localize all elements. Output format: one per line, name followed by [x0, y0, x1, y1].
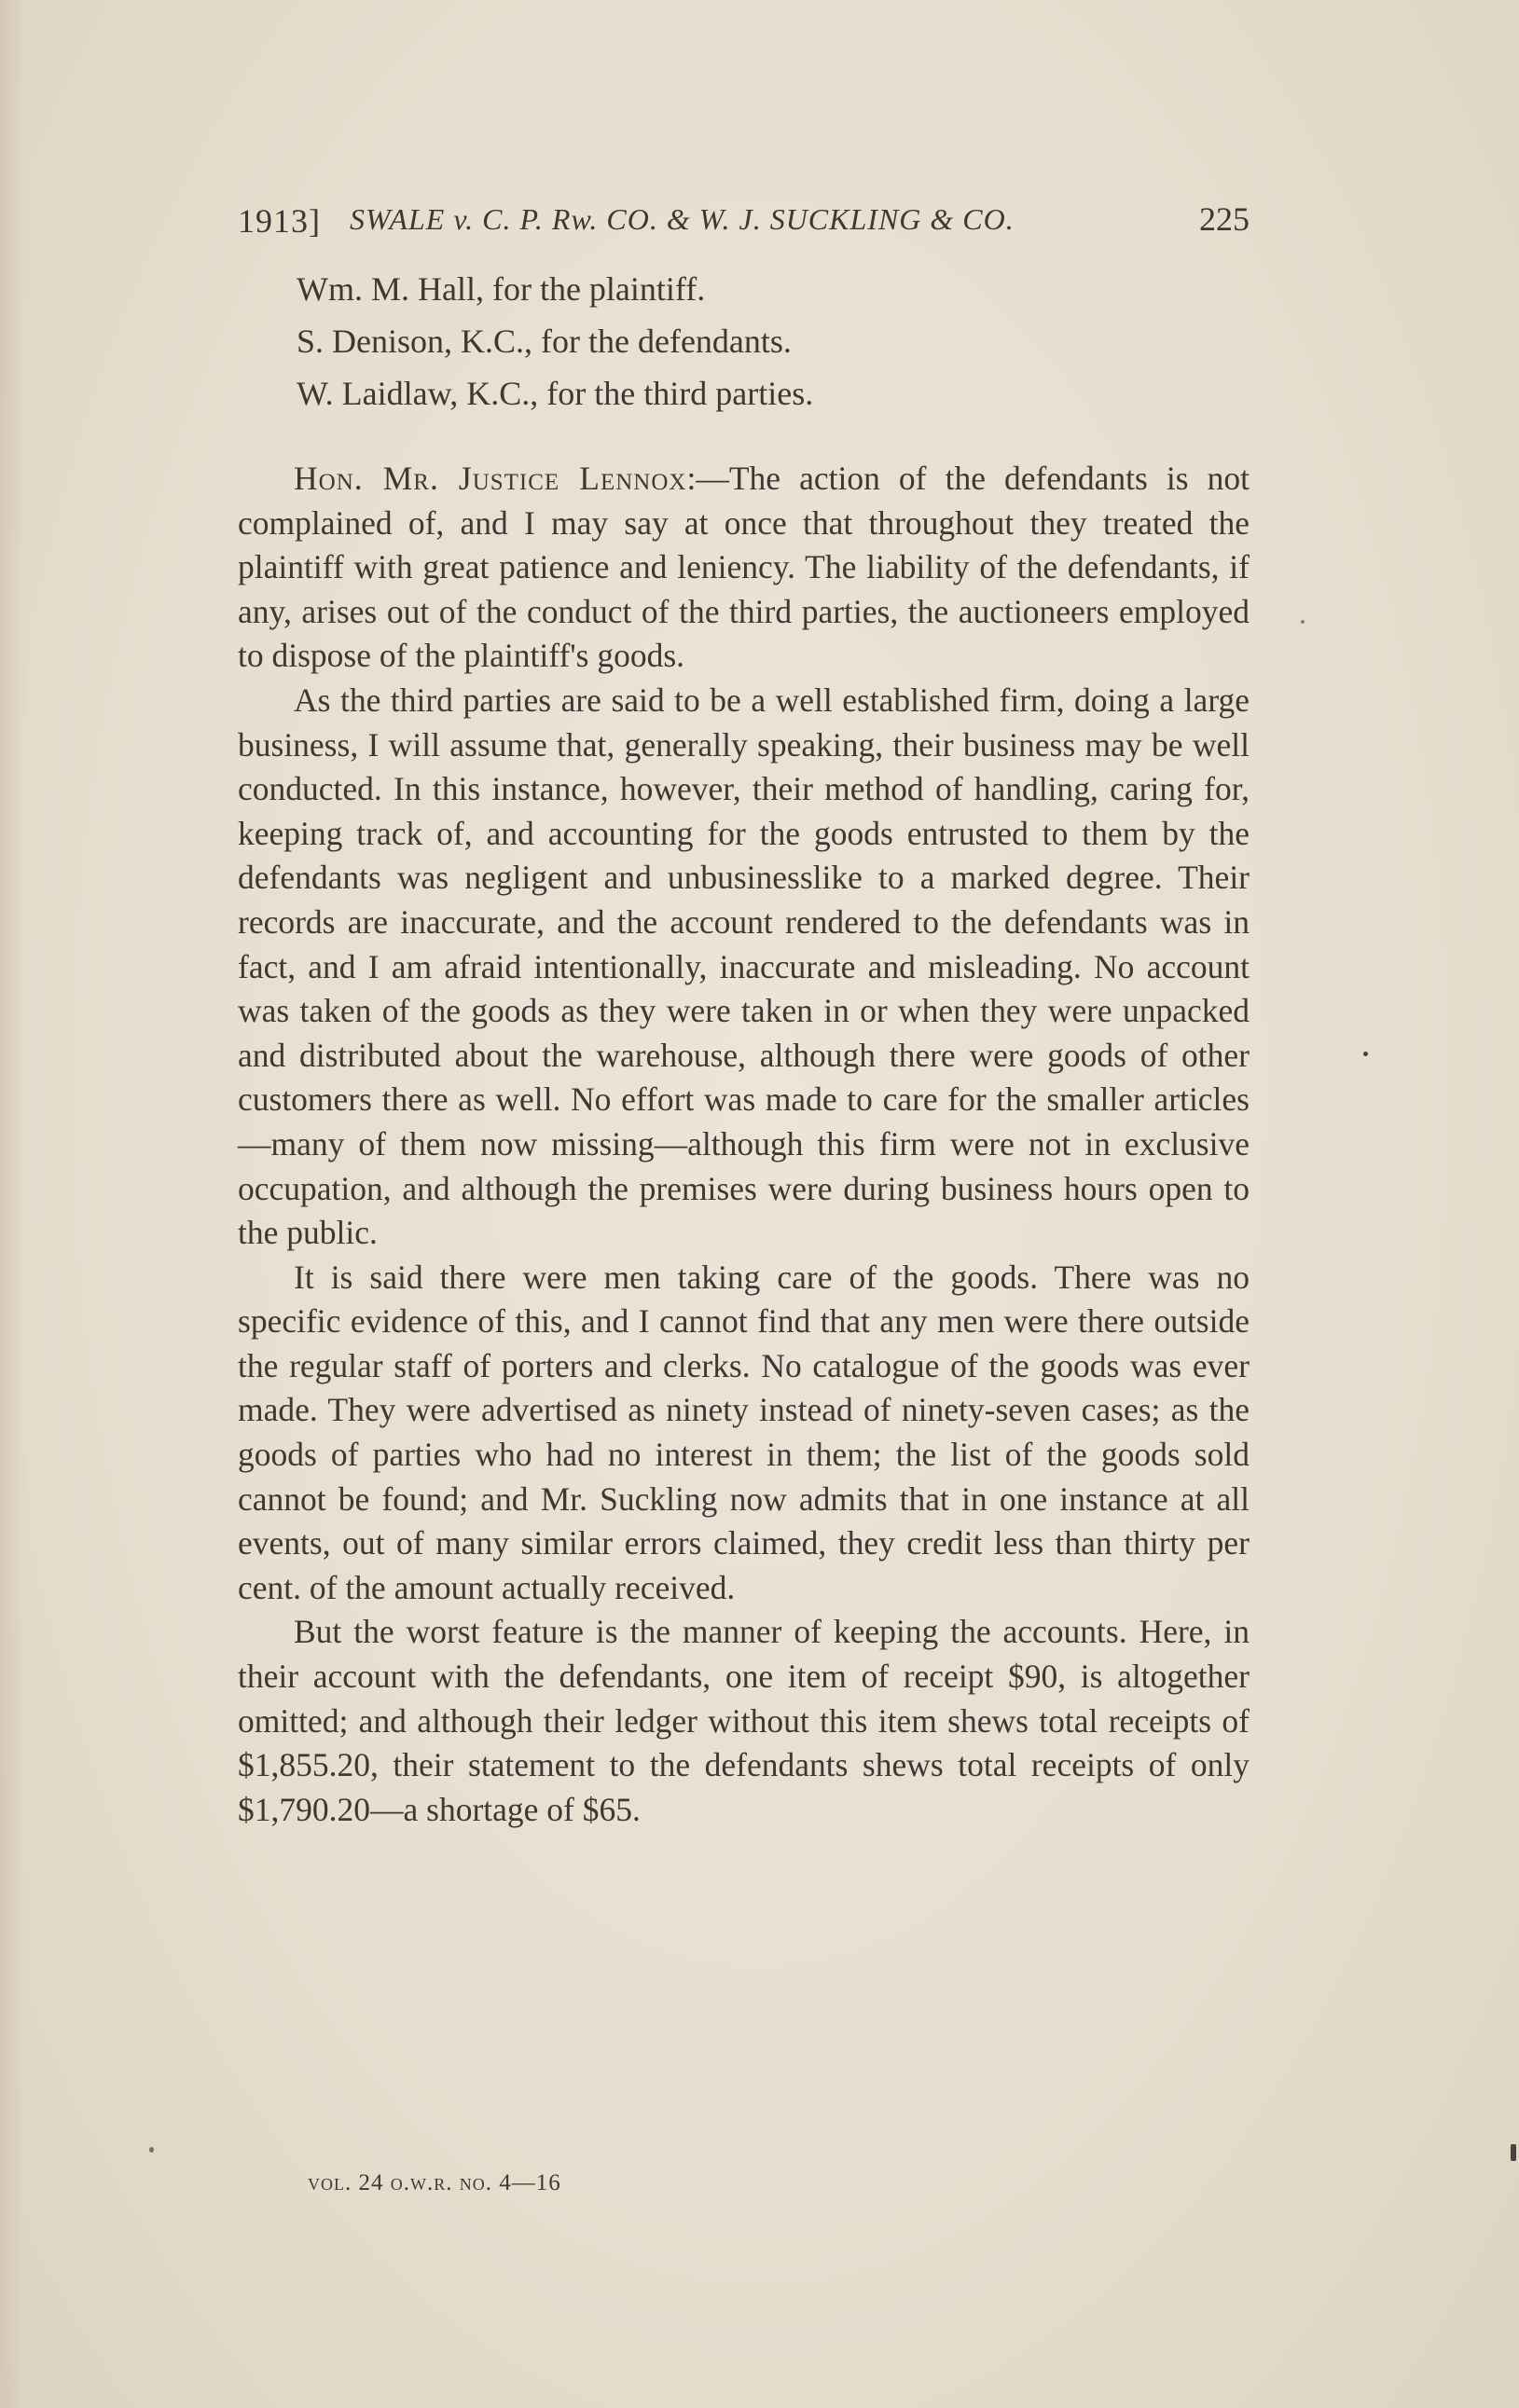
- judgment-paragraph: But the worst feature is the manner of keeping the accounts. Here, in their account with the defendants, one item of receipt $90, is altogether omitted; and although their ledger without this item shews total receipts of $1,855.20, their statement to the defendants shews total receipts of only $1,790.20—a shortage of $65.: [238, 1613, 1250, 1828]
- paper-speck: [149, 2147, 154, 2153]
- counsel-third-parties: W. Laidlaw, K.C., for the third parties.: [297, 375, 814, 412]
- judgment-text: [238, 457, 1250, 1832]
- judgment-paragraph: As the third parties are said to be a well established firm, doing a large business, I will assume that, generally speaking, their business may be well conducted. In this instance, however, their method of handling, caring for, keeping track of, and accounting for the goods entrusted to them by the defendants was negligent and unbusinesslike to a marked degree. Their records are inaccurate, and the account rendered to the defendants was in fact, and I am afraid intentionally, inaccurate and misleading. No account was taken of the goods as they were taken in or when they were unpacked and distributed about the warehouse, although there were goods of other customers there as well. No effort was made to care for the smaller articles—many of them now missing—although this firm were not in exclusive occupation, and although the premises were during business hours open to the public.: [238, 681, 1250, 1252]
- paragraph-text: The action of the defendants is not complained of, and I may say at once that throughout they treated the plaintiff with great patience and leniency. The liability of the defendants, if any, arises out of the conduct of the third parties, the auctioneers employed to dispose of the plaintiff's goods.: [238, 460, 1250, 675]
- paper-speck: [1301, 620, 1305, 624]
- judgment-paragraph: [238, 457, 1250, 679]
- judge-name: Hon. Mr. Justice Lennox: [294, 460, 687, 497]
- volume-footer: vol. 24 o.w.r. no. 4—16: [308, 2170, 561, 2195]
- page-number: 225: [1199, 200, 1250, 238]
- judgment-paragraph: It is said there were men taking care of the goods. There was no specific evidence of this, and I cannot find that any men were there outside the regular staff of porters and clerks. No catalogue of the goods was ever made. They were advertised as ninety instead of ninety-seven cases; as the goods of parties who had no interest in them; the list of the goods sold cannot be found; and Mr. Suckling now admits that in one instance at all events, out of many similar errors claimed, they credit less than thirty per cent. of the amount actually received.: [238, 1258, 1250, 1606]
- running-header: [238, 191, 1250, 247]
- paper-speck: [1363, 1052, 1368, 1056]
- header-year: 1913]: [238, 202, 321, 240]
- paper-edge-mark: [1511, 2144, 1516, 2161]
- judge-separator: :—: [686, 460, 729, 497]
- counsel-defendants: S. Denison, K.C., for the defendants.: [297, 323, 792, 360]
- counsel-plaintiff: Wm. M. Hall, for the plaintiff.: [297, 270, 706, 308]
- page-binding-shadow: [0, 0, 26, 2408]
- case-title: SWALE v. C. P. Rw. CO. & W. J. SUCKLING & CO.: [350, 202, 1015, 236]
